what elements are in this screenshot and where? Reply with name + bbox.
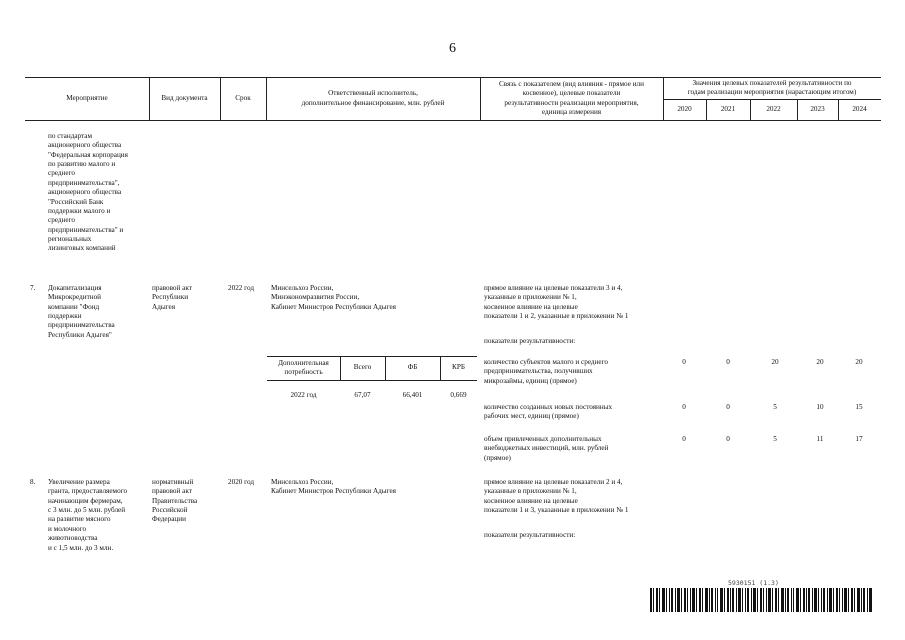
indicator-2-2021: 0 xyxy=(726,403,730,411)
row8-number: 8. xyxy=(30,478,36,486)
indicator-3-2024: 17 xyxy=(855,435,863,443)
finance-krb: 0,669 xyxy=(450,391,467,400)
row8-link: прямое влияние на целевые показатели 2 и 4, указанные в приложении № 1, косвенное влияние на целевые показатели 1 и 3, указанные в приложении № 1 xyxy=(484,478,629,515)
header-year-2020: 2020 xyxy=(677,104,692,113)
finance-total: 67,07 xyxy=(354,391,371,400)
row7-doc-type: правовой акт Республики Адыгея xyxy=(152,284,192,311)
row8-doc-type: нормативный правовой акт Правительства Российской Федерации xyxy=(152,478,198,524)
header-doc-type: Вид документа xyxy=(161,93,208,102)
indicator-2-text: количество созданных новых постоянных рабочих мест, единиц (прямое) xyxy=(484,403,613,421)
indicator-1-2020: 0 xyxy=(682,358,686,366)
row8-event: Увеличение размера гранта, предоставляемого начинающим фермерам, с 3 млн. до 5 млн. рублей на развитие мясного и молочного животноводства и с 1,5 млн. до 3 млн. xyxy=(48,478,128,552)
header-year-2023: 2023 xyxy=(810,104,825,113)
indicator-2-2020: 0 xyxy=(682,403,686,411)
row7-indicators-label: показатели результативности: xyxy=(484,337,576,345)
finance-mid-rule xyxy=(267,380,477,381)
indicator-2-2023: 10 xyxy=(816,403,824,411)
header-link: Связь с показателем (вид влияния - прямое или косвенное), целевые показатели результативности реализации мероприятия, единица измерения xyxy=(499,79,644,116)
indicator-3-2023: 11 xyxy=(816,435,824,443)
indicator-1-2022: 20 xyxy=(771,358,779,366)
header-values-title: Значения целевых показателей результативности по годам реализации мероприятия (нарастающим итогом) xyxy=(687,78,857,96)
row7-link: прямое влияние на целевые показатели 3 и 4, указанные в приложении № 1, косвенное влияние на целевые показатели 1 и 2, указанные в приложении № 1 xyxy=(484,284,629,321)
indicator-1-text: количество субъектов малого и среднего предпринимательства, получивших микрозаймы, единиц (прямое) xyxy=(484,358,608,385)
finance-fb: 66,401 xyxy=(402,391,423,400)
header-year-2022: 2022 xyxy=(766,104,781,113)
header-bottom-rule xyxy=(25,120,881,121)
header-year-2021: 2021 xyxy=(720,104,736,113)
indicator-3-2021: 0 xyxy=(726,435,730,443)
finance-header-total: Всего xyxy=(353,363,372,372)
header-year-2024: 2024 xyxy=(852,104,867,113)
row7-number: 7. xyxy=(30,284,36,292)
indicator-3-2020: 0 xyxy=(682,435,686,443)
finance-header-krb: КРБ xyxy=(452,363,465,372)
indicator-3-2022: 5 xyxy=(773,435,777,443)
row8-term: 2020 год xyxy=(228,478,254,486)
row8-indicators-label: показатели результативности: xyxy=(484,531,576,539)
finance-header-need: Дополнительная потребность xyxy=(278,358,329,376)
row7-event: Докапитализация Микрокредитной компании "Фонд поддержки предпринимательства Республики Адыгея" xyxy=(48,284,115,339)
row7-term: 2022 год xyxy=(228,284,254,292)
row7-responsible: Минсельхоз России, Минэкономразвития России, Кабинет Министров Республики Адыгея xyxy=(271,284,396,311)
barcode-image xyxy=(650,588,872,612)
page-number: 6 xyxy=(449,41,456,56)
barcode-label: 5930151 (1.3) xyxy=(728,579,779,587)
indicator-3-text: объем привлеченных дополнительных внебюджетных инвестиций, млн. рублей (прямое) xyxy=(484,435,609,462)
header-responsible: Ответственный исполнитель, дополнительное финансирование, млн. рублей xyxy=(301,89,445,107)
finance-header-fb: ФБ xyxy=(407,363,418,372)
finance-year: 2022 год xyxy=(290,391,317,400)
indicator-1-2024: 20 xyxy=(855,358,863,366)
header-term: Срок xyxy=(235,93,251,102)
indicator-1-2023: 20 xyxy=(816,358,824,366)
indicator-2-2024: 15 xyxy=(855,403,863,411)
header-event: Мероприятие xyxy=(66,93,108,102)
indicator-1-2021: 0 xyxy=(726,358,730,366)
continuation-text: по стандартам акционерного общества "Федеральная корпорация по развитию малого и среднего предпринимательства", акционерного общества "Российский Банк поддержки малого и среднего предпринимательства" и региональных лизинговых компаний xyxy=(48,132,128,253)
indicator-2-2022: 5 xyxy=(773,403,777,411)
row8-responsible: Минсельхоз России, Кабинет Министров Республики Адыгея xyxy=(271,478,396,496)
